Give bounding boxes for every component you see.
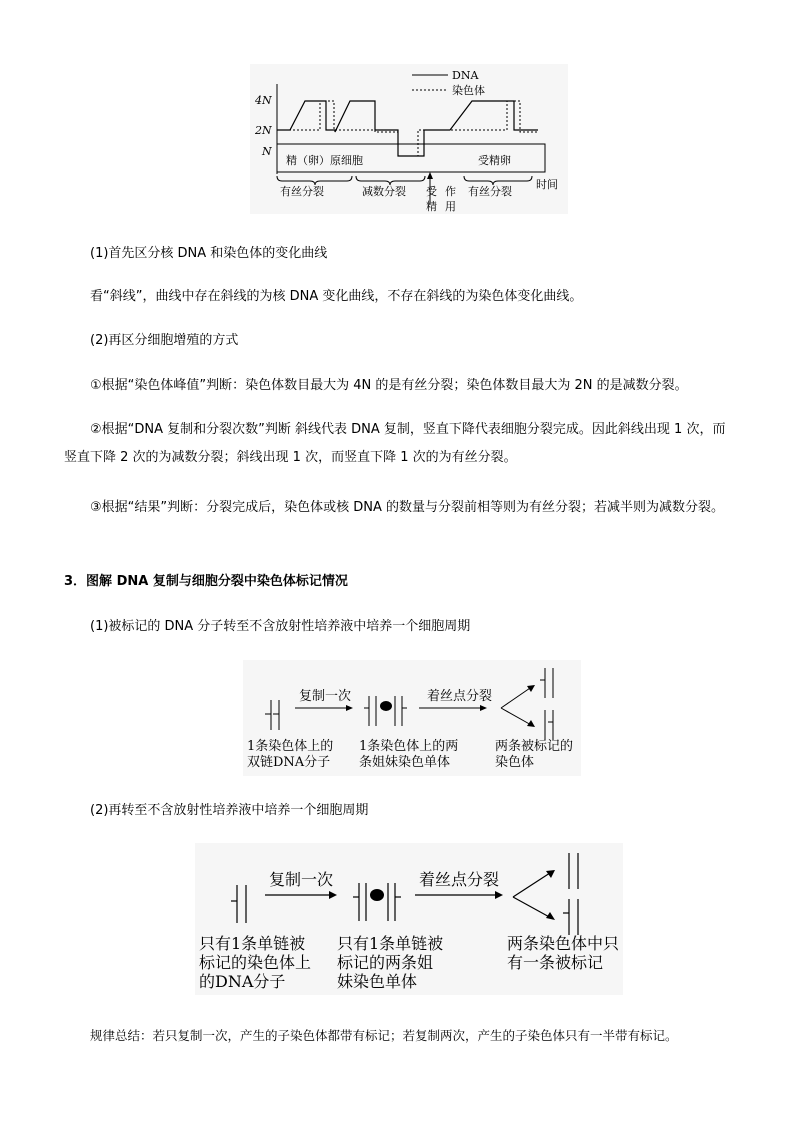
y-tick-2n: 2N — [255, 124, 272, 137]
paragraph-3: (2)再区分细胞增殖的方式 — [90, 333, 239, 348]
centromere-icon — [370, 889, 384, 901]
half-labeled-dna-icon — [231, 885, 246, 923]
caption-1a: 只有1条单链被 — [199, 934, 306, 953]
x-axis-label: 时间 — [536, 178, 558, 191]
daughter-chromosome-top-icon — [540, 668, 553, 698]
box-label-zygote: 受精卵 — [478, 154, 511, 167]
paragraph-5: ②根据“DNA 复制和分裂次数”判断 斜线代表 DNA 复制，竖直下降代表细胞分裂完成。因此斜线出现 1 次，而竖直下降 2 次的为减数分裂；斜线出现 1 次，而竖直下降 1 次的为有丝分裂。 — [64, 422, 726, 465]
sister-chromatids-icon — [353, 883, 401, 921]
dna-chromosome-curve-figure — [250, 64, 568, 214]
labeled-chromosome-icon — [563, 899, 578, 935]
paragraph-7: (1)被标记的 DNA 分子转至不含放射性培养液中培养一个细胞周期 — [90, 619, 471, 634]
legend-dna-label: DNA — [452, 69, 479, 82]
summary-paragraph: 规律总结：若只复制一次，产生的子染色体都带有标记；若复制两次，产生的子染色体只有一半带有标记。 — [90, 1028, 678, 1043]
caption-2a: 只有1条单链被 — [337, 934, 444, 953]
sister-chromatids-icon — [364, 696, 407, 726]
phase-action-b: 用 — [445, 200, 456, 213]
phase-meiosis: 减数分裂 — [362, 185, 406, 198]
legend-chromosome-label: 染色体 — [452, 84, 485, 97]
brace-mitosis2 — [464, 176, 532, 185]
caption-1b: 双链DNA分子 — [247, 755, 331, 770]
caption-2a: 1条染色体上的两 — [359, 739, 459, 754]
replication-once-figure — [243, 660, 581, 776]
paragraph-1: (1)首先区分核 DNA 和染色体的变化曲线 — [90, 246, 328, 261]
replication-twice-figure — [195, 843, 623, 995]
phase-mitosis2: 有丝分裂 — [468, 185, 512, 198]
caption-3a: 两条被标记的 — [495, 739, 574, 754]
chromosome-curve — [277, 101, 538, 156]
replicate-once-label: 复制一次 — [269, 870, 334, 889]
caption-1c: 的DNA分子 — [199, 972, 286, 991]
centromere-split-label: 着丝点分裂 — [427, 689, 493, 704]
centromere-icon — [380, 701, 392, 711]
paragraph-8: (2)再转至不含放射性培养液中培养一个细胞周期 — [90, 803, 369, 818]
replicate-once-label: 复制一次 — [299, 689, 352, 704]
caption-1a: 1条染色体上的 — [247, 739, 334, 754]
y-tick-4n: 4N — [255, 94, 272, 107]
y-tick-n: N — [262, 145, 272, 158]
phase-action-a: 作 — [445, 185, 456, 198]
paragraph-4: ①根据“染色体峰值”判断：染色体数目最大为 4N 的是有丝分裂；染色体数目最大为 2N 的是减数分裂。 — [90, 378, 688, 393]
dna-curve — [277, 101, 538, 156]
paragraph-2: 看“斜线”，曲线中存在斜线的为核 DNA 变化曲线，不存在斜线的为染色体变化曲线。 — [90, 289, 583, 304]
box-label-germ-cell: 精（卵）原细胞 — [286, 154, 363, 167]
branch-up-arrow — [501, 686, 533, 708]
branch-down-arrow — [501, 708, 533, 726]
caption-3a: 两条染色体中只 — [507, 934, 620, 953]
branch-up-arrow — [513, 871, 553, 897]
phase-mitosis1: 有丝分裂 — [280, 185, 324, 198]
centromere-split-label: 着丝点分裂 — [419, 870, 500, 889]
caption-3b: 染色体 — [495, 755, 535, 770]
brace-mitosis1 — [277, 176, 352, 185]
unlabeled-chromosome-icon — [569, 853, 578, 889]
caption-2b: 条姐妹染色单体 — [359, 755, 451, 770]
caption-3b: 有一条被标记 — [507, 953, 604, 972]
branch-down-arrow — [513, 897, 553, 919]
phase-fert-b: 精 — [426, 200, 437, 213]
caption-1b: 标记的染色体上 — [199, 953, 312, 972]
brace-meiosis — [356, 176, 425, 185]
section-heading-3: 3．图解 DNA 复制与细胞分裂中染色体标记情况 — [64, 574, 348, 589]
daughter-chromosome-bottom-icon — [545, 710, 553, 740]
paragraph-6: ③根据“结果”判断：分裂完成后，染色体或核 DNA 的数量与分裂前相等则为有丝分裂；若减半则为减数分裂。 — [90, 500, 725, 515]
caption-2b: 标记的两条姐 — [337, 953, 434, 972]
double-strand-dna-icon — [265, 700, 279, 730]
phase-fert-a: 受 — [426, 185, 437, 198]
caption-2c: 妹染色单体 — [337, 972, 418, 991]
